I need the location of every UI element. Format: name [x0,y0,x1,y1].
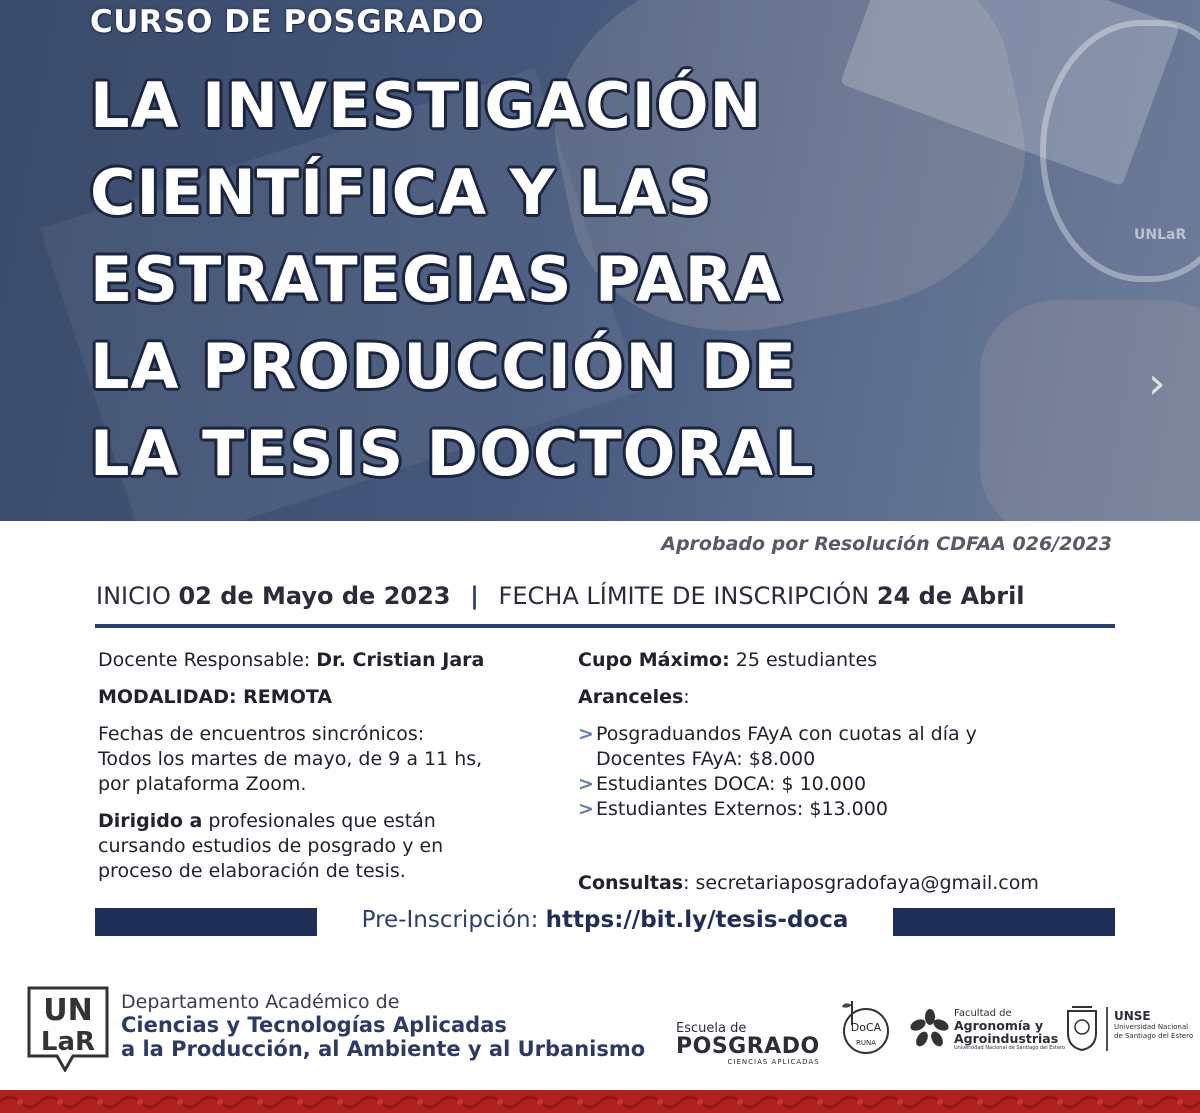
band-pattern [0,1090,1200,1113]
course-title [90,62,990,497]
preinscription-link[interactable]: https://bit.ly/tesis-doca [545,907,849,933]
modalidad [98,685,558,710]
faya-line: Agroindustrias [954,1031,1059,1046]
unse-crest-icon [1064,1005,1100,1051]
deadline-date: 24 de Abril [876,582,1025,610]
dirigido-line: proceso de elaboración de tesis. [98,860,406,882]
fee-item [578,797,1098,822]
fee-text: Posgraduandos FAyA con cuotas al día y [596,723,977,745]
unlar-logo [27,986,109,1072]
hero-banner [0,0,1200,521]
faya-logo [910,1008,1066,1054]
faya-line: Universidad Nacional de Santiago del Estero [954,1045,1066,1051]
dirigido-line: cursando estudios de posgrado y en [98,835,444,857]
start-date: 02 de Mayo de 2023 [178,582,451,610]
background-photo-books [980,300,1200,521]
consultas [578,871,1098,896]
chevron-right-icon: > [578,773,594,795]
preinscription-bar [95,908,1115,936]
unse-line: de Santiago del Estero [1114,1032,1194,1040]
course-kicker: CURSO DE POSGRADO [90,4,485,40]
doca-name: DoCA [850,1021,882,1034]
department-name [121,991,645,1061]
aranceles-label: Aranceles [578,686,684,708]
dept-line: Departamento Académico de [121,991,400,1013]
title-line: ESTRATEGIAS PARA [90,243,783,316]
fee-text-cont: Docentes FAyA: $8.000 [596,748,816,770]
consultas-email[interactable]: : secretariaposgradofaya@gmail.com [683,872,1039,894]
escuela-posgrado-logo [676,1021,820,1066]
unse-text [1114,1009,1200,1041]
unlar-logo-top: UN [43,993,93,1028]
doca-sub: RUNA [855,1039,877,1047]
fee-text: Estudiantes DOCA: $ 10.000 [596,773,867,795]
fee-item [578,722,1098,772]
fee-item [578,772,1098,797]
docente-value: Dr. Cristian Jara [316,649,485,671]
dates-separator: | [470,582,479,610]
cupo [578,648,1098,673]
chevron-right-icon: > [578,723,594,745]
unlar-watermark-text: UNLaR [1134,227,1187,243]
fee-text: Estudiantes Externos: $13.000 [596,798,888,820]
unse-line: Universidad Nacional [1114,1023,1189,1031]
docente-label: Docente Responsable: [98,649,311,671]
title-line: LA TESIS DOCTORAL [90,417,815,490]
divider-rule [95,624,1115,628]
approval-note: Aprobado por Resolución CDFAA 026/2023 [661,533,1112,555]
dirigido-line: profesionales que están [208,810,436,832]
dept-line: Ciencias y Tecnologías Aplicadas [121,1013,507,1037]
target-audience [98,809,558,884]
unlar-logo-bottom: LaR [40,1027,96,1057]
dirigido-label: Dirigido a [98,810,203,832]
dept-line: a la Producción, al Ambiente y al Urbanismo [121,1037,646,1061]
unse-divider [1106,1007,1108,1051]
unse-name: UNSE [1114,1009,1151,1023]
escuela-sub: CIENCIAS APLICADAS [727,1058,820,1066]
cupo-value: 25 estudiantes [735,649,878,671]
chevron-right-icon[interactable]: › [1148,358,1166,409]
faya-line: Facultad de [954,1008,1012,1019]
deadline-label: FECHA LÍMITE DE INSCRIPCIÓN [498,582,870,610]
bar-block-left [95,908,317,936]
cupo-label: Cupo Máximo: [578,649,730,671]
escuela-small: Escuela de [676,1021,747,1036]
preinscription-label: Pre-Inscripción: [361,907,539,933]
faya-text [954,1008,1074,1051]
dates-line [96,582,1116,610]
title-line: LA PRODUCCIÓN DE [90,330,797,403]
consultas-label: Consultas [578,872,684,894]
bar-block-right [893,908,1115,936]
doca-logo [834,995,898,1059]
aranceles-heading [578,685,1098,710]
preinscription-text [317,907,893,933]
sync-line: Todos los martes de mayo, de 9 a 11 hs, [98,748,483,770]
faya-line: Agronomía y [954,1018,1044,1033]
title-line: LA INVESTIGACIÓN [90,69,763,142]
title-line: CIENTÍFICA Y LAS [90,156,714,229]
aranceles-colon: : [683,686,690,708]
faya-flower-icon [910,1008,950,1050]
decorative-red-band [0,1090,1200,1113]
sync-sessions [98,722,558,797]
escuela-big: POSGRADO [676,1034,820,1059]
sync-line: Fechas de encuentros sincrónicos: [98,723,425,745]
docente [98,648,558,673]
course-details-right [578,648,1098,908]
chevron-right-icon: > [578,798,594,820]
course-details-left [98,648,558,896]
sync-line: por plataforma Zoom. [98,773,307,795]
modalidad-text: MODALIDAD: REMOTA [98,686,333,708]
start-label: INICIO [96,582,171,610]
